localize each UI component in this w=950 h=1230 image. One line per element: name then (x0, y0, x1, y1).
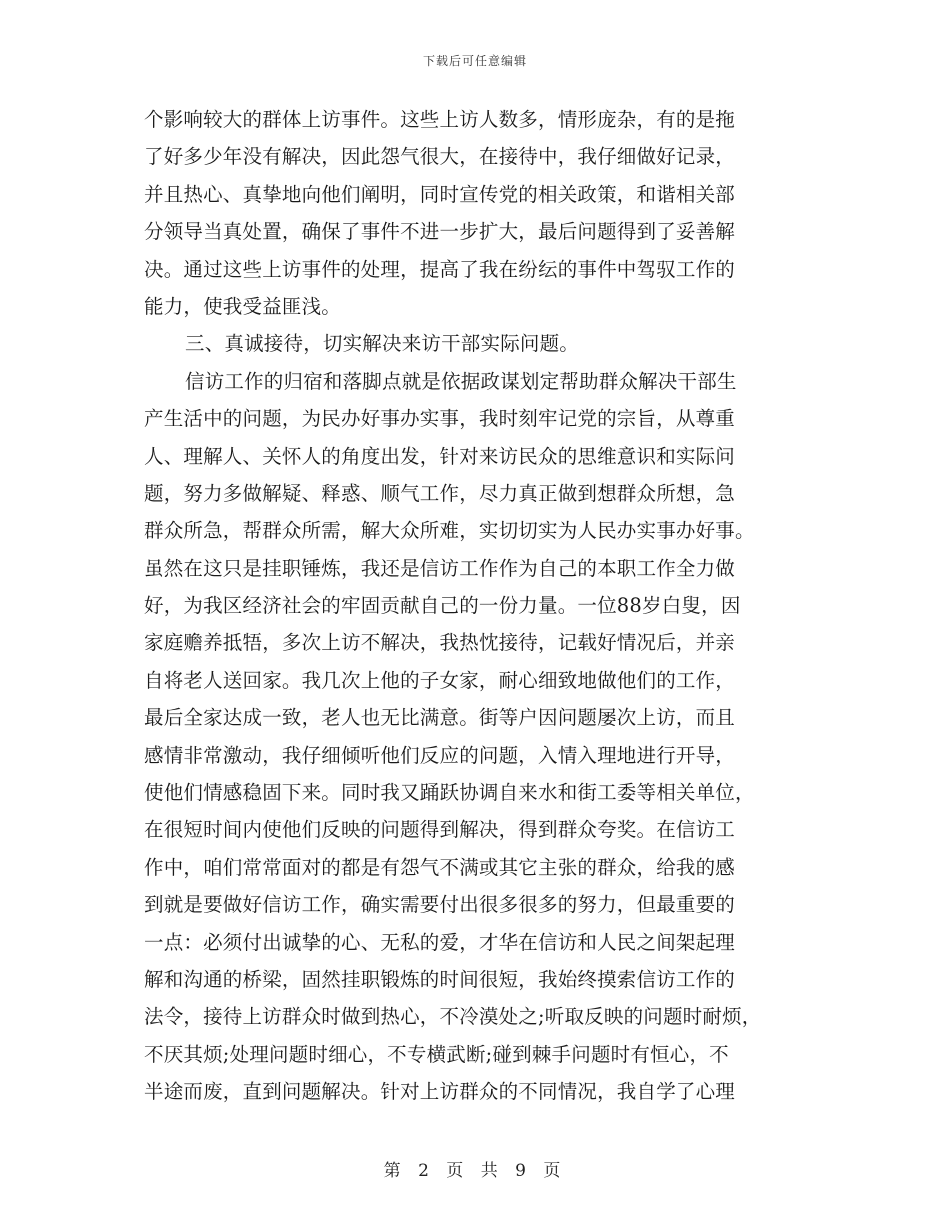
text-line: 最后全家达成一致，老人也无比满意。街等户因问题屡次上访，而且 (144, 706, 736, 730)
text-line: 不厌其烦;处理问题时细心，不专横武断;碰到棘手问题时有恒心，不 (144, 1042, 729, 1066)
text-line: 到就是要做好信访工作，确实需要付出很多很多的努力，但最重要的 (144, 893, 736, 917)
text-line: 家庭赡养抵牾，多次上访不解决，我热忱接待，记载好情况后，并亲 (144, 631, 736, 655)
text-line: 分领导当真处置，确保了事件不进一步扩大，最后问题得到了妥善解 (144, 220, 736, 244)
text-line: 法令，接待上访群众时做到热心，不冷漠处之;听取反映的问题时耐烦， (144, 1005, 762, 1029)
text-line: 解和沟通的桥梁，固然挂职锻炼的时间很短，我始终摸索信访工作的 (144, 967, 736, 991)
text-line: 了好多少年没有解决，因此怨气很大，在接待中，我仔细做好记录， (144, 145, 736, 169)
text-line: 感情非常激动，我仔细倾听他们反应的问题，入情入理地进行开导， (144, 743, 736, 767)
text-line: 三、真诚接待，切实解决来访干部实际问题。 (185, 332, 580, 356)
text-line: 群众所急，帮群众所需，解大众所难，实切切实为人民办实事办好事。 (144, 519, 755, 543)
text-line: 信访工作的归宿和落脚点就是依据政谋划定帮助群众解决干部生 (185, 369, 737, 393)
text-line: 在很短时间内使他们反映的问题得到解决，得到群众夸奖。在信访工 (144, 818, 736, 842)
page-footer: 第 2 页 共 9 页 (383, 1161, 567, 1181)
document-body (144, 101, 816, 1111)
text-line: 自将老人送回家。我几次上他的子女家，耐心细致地做他们的工作， (144, 668, 736, 692)
text-line: 决。通过这些上访事件的处理，提高了我在纷纭的事件中驾驭工作的 (144, 257, 736, 281)
page-header: 下载后可任意编辑 (422, 54, 527, 68)
text-line: 作中，咱们常常面对的都是有怨气不满或其它主张的群众，给我的感 (144, 855, 736, 879)
text-line: 产生活中的问题，为民办好事办实事，我时刻牢记党的宗旨，从尊重 (144, 407, 736, 431)
text-line: 使他们情感稳固下来。同时我又踊跃协调自来水和街工委等相关单位， (144, 781, 755, 805)
text-line: 虽然在这只是挂职锤炼，我还是信访工作作为自己的本职工作全力做 (144, 556, 736, 580)
text-line: 半途而废，直到问题解决。针对上访群众的不同情况，我自学了心理 (144, 1080, 736, 1104)
text-line: 并且热心、真挚地向他们阐明，同时宣传党的相关政策，和谐相关部 (144, 182, 736, 206)
text-line: 题，努力多做解疑、释惑、顺气工作，尽力真正做到想群众所想，急 (144, 481, 736, 505)
text-line: 人、理解人、关怀人的角度出发，针对来访民众的思维意识和实际问 (144, 444, 736, 468)
text-line: 一点：必须付出诚挚的心、无私的爱，才华在信访和人民之间架起理 (144, 930, 736, 954)
text-line: 能力，使我受益匪浅。 (144, 294, 342, 318)
text-line: 个影响较大的群体上访事件。这些上访人数多，情形庞杂，有的是拖 (144, 108, 736, 131)
text-line: 好，为我区经济社会的牢固贡献自己的一份力量。一位88岁白叟，因 (144, 594, 741, 618)
